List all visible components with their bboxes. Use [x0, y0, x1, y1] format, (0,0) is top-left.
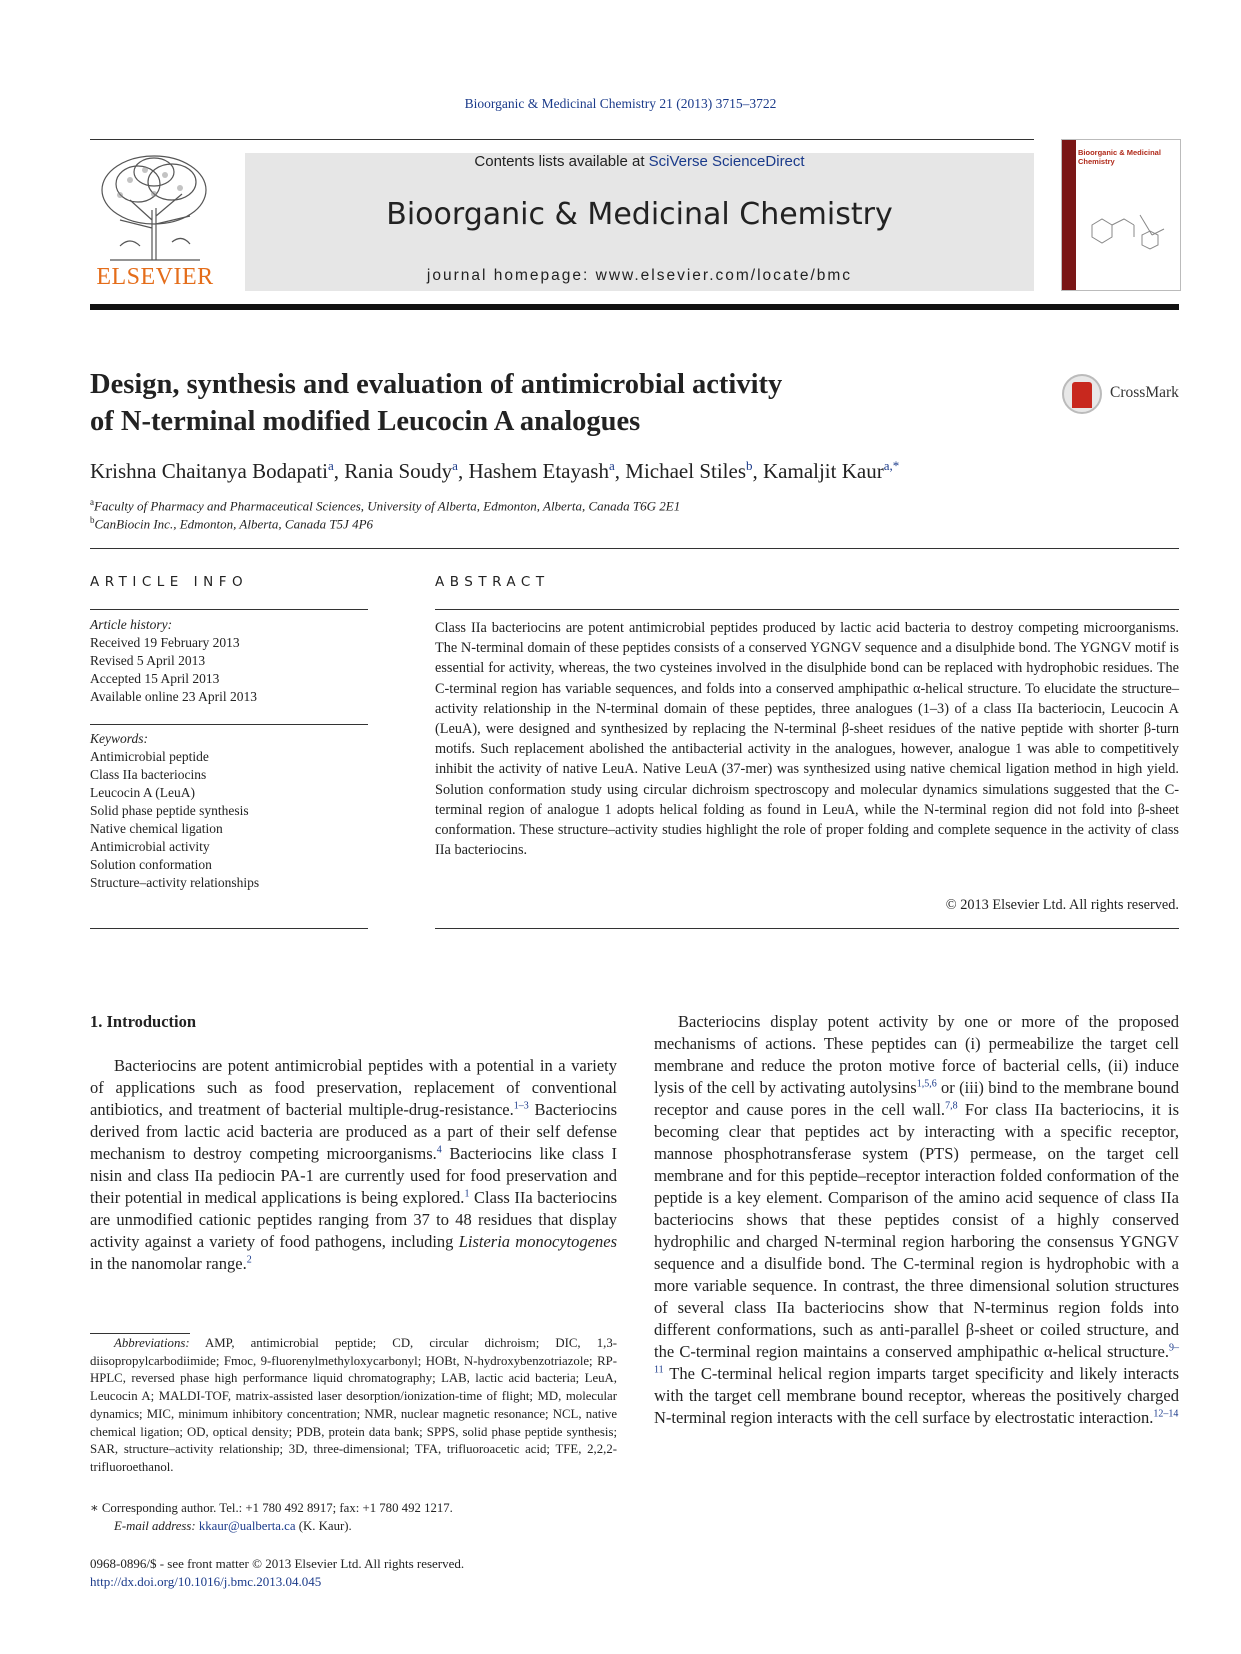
keywords-block	[90, 730, 368, 892]
crossmark-icon	[1062, 374, 1102, 414]
intro-text: or (iii) bind to the membrane bound receptor and cause pores in the cell wall.	[654, 1078, 1179, 1119]
header-thick-rule	[90, 304, 1179, 310]
abbrev-label: Abbreviations:	[114, 1336, 190, 1350]
affil-text: CanBiocin Inc., Edmonton, Alberta, Canada T5J 4P6	[94, 516, 374, 532]
affiliation-a	[90, 497, 1090, 514]
intro-heading: 1. Introduction	[90, 1012, 197, 1031]
elsevier-logo[interactable]	[90, 150, 220, 290]
author-affil-marker[interactable]: a	[327, 458, 334, 473]
cover-title: Bioorganic & Medicinal Chemistry	[1078, 148, 1161, 166]
author-affil-marker[interactable]: a	[452, 458, 458, 473]
keyword-item: Structure–activity relationships	[90, 875, 260, 890]
history-label: Article history:	[90, 617, 173, 632]
abstract-rule	[435, 609, 1179, 610]
contents-line	[245, 153, 1034, 171]
abbreviations-footnote	[90, 1335, 617, 1477]
intro-text: Bacteriocins are potent antimicrobial peptides with a potential in a variety of applications such as food preservation, replacement of conventional antibiotics, and treatment of bacterial multiple-drug-resistance.	[90, 1056, 617, 1119]
intro-text: Bacteriocins derived from lactic acid bacteria are produced as a part of their self defense mechanism to destroy competing microorganisms.	[90, 1100, 617, 1163]
affiliation-rule	[90, 548, 1179, 549]
intro-right-column	[654, 1011, 1179, 1429]
author-name[interactable]: Rania Soudy	[344, 459, 453, 483]
journal-banner	[245, 153, 1034, 291]
sciencedirect-link[interactable]: SciVerse ScienceDirect	[648, 153, 805, 170]
author-name[interactable]: Michael Stiles	[625, 459, 746, 483]
ref-link[interactable]: 1	[464, 1188, 470, 1200]
author-list	[90, 458, 1190, 484]
author-separator: ,	[333, 459, 345, 483]
ref-link[interactable]: 9–11	[654, 1342, 1179, 1376]
journal-name: Bioorganic & Medicinal Chemistry	[386, 197, 893, 232]
intro-text: Bacteriocins display potent activity by one or more of the proposed mechanisms of actions. These peptides can (i) permeabilize the target cell membrane and reduce the proton motive force of bacterial cells, (ii) induce lysis of the cell by activating autolysins	[654, 1012, 1179, 1097]
crossmark-label: CrossMark	[1110, 384, 1179, 401]
email-link[interactable]: kkaur@ualberta.ca	[198, 1519, 296, 1533]
cover-spine	[1062, 140, 1076, 290]
email-label: E-mail address:	[114, 1519, 199, 1533]
intro-text: in the nanomolar range.	[90, 1254, 247, 1273]
keyword-item: Native chemical ligation	[90, 821, 223, 836]
email-suffix: (K. Kaur).	[295, 1519, 352, 1533]
abstract-bottom-rule	[435, 928, 1179, 929]
footnote-rule	[90, 1333, 190, 1334]
elsevier-tree-icon	[90, 150, 220, 262]
article-info-heading: ARTICLE INFO	[90, 574, 249, 590]
ref-link[interactable]: 7,8	[945, 1100, 958, 1112]
issn-line: 0968-0896/$ - see front matter © 2013 Elsevier Ltd. All rights reserved.	[90, 1556, 465, 1571]
history-rule	[90, 724, 368, 725]
keyword-item: Class IIa bacteriocins	[90, 767, 207, 782]
history-item: Revised 5 April 2013	[90, 653, 206, 668]
affiliation-b	[90, 515, 1090, 532]
contents-prefix: Contents lists available at	[474, 153, 649, 170]
abstract-copyright: © 2013 Elsevier Ltd. All rights reserved.	[945, 897, 1179, 913]
corresponding-author-footnote: ∗ Corresponding author. Tel.: +1 780 492 8917; fax: +1 780 492 1217.	[90, 1501, 453, 1515]
ref-link[interactable]: 4	[436, 1144, 442, 1156]
article-title	[90, 366, 970, 440]
crossmark-badge[interactable]	[1062, 374, 1192, 418]
author-name[interactable]: Kamaljit Kaur	[763, 459, 884, 483]
affil-text: Faculty of Pharmacy and Pharmaceutical Sciences, University of Alberta, Edmonton, Alberta, Canada T6G 2E1	[94, 498, 681, 514]
history-item: Available online 23 April 2013	[90, 689, 257, 704]
elsevier-wordmark: ELSEVIER	[96, 264, 214, 290]
title-line-2: of N-terminal modified Leucocin A analogues	[90, 406, 641, 437]
intro-species: Listeria monocytogenes	[458, 1232, 617, 1251]
author-affil-marker[interactable]: a,*	[883, 458, 900, 473]
cover-molecule-icon	[1082, 195, 1172, 265]
author-separator: ,	[752, 459, 763, 483]
abstract-heading: ABSTRACT	[435, 574, 550, 590]
intro-text: Class IIa bacteriocins are unmodified cationic peptides ranging from 37 to 48 residues that display activity against a variety of food pathogens, including	[90, 1188, 617, 1251]
journal-homepage[interactable]: journal homepage: www.elsevier.com/locate/bmc	[426, 267, 853, 284]
ref-link[interactable]: 12–14	[1153, 1408, 1179, 1420]
email-footnote	[90, 1518, 641, 1536]
abstract-text: Class IIa bacteriocins are potent antimicrobial peptides produced by lactic acid bacteria to destroy competing microorganisms. The N-terminal domain of these peptides consists of a conserved YGNGV sequence and a disulphide bond. The YGNGV motif is essential for activity, whereas, the two cysteines involved in the disulphide bond can be replaced with hydrophobic residues. The C-terminal region has variable sequences, and folds into a conserved amphipathic α-helical structure. To elucidate the structure–activity relationship in the N-terminal domain of these peptides, three analogues (1–3) of a class IIa bacteriocin, Leucocin A (LeuA), were designed and synthesized by replacing the N-terminal β-sheet residues of the native peptide with shorter β-turn motifs. Such replacement abolished the antibacterial activity in the analogues, however, analogue 1 was able to competitively inhibit the activity of native LeuA. Native LeuA (37-mer) was synthesized using native chemical ligation method in high yield. Solution conformation study using circular dichroism spectroscopy and molecular dynamics simulations suggested that the C-terminal region of analogue 1 adopts helical folding as found in LeuA, while the N-terminal region did not fold into β-sheet conformation. These structure–activity studies highlight the role of proper folding and complete sequence in the activity of class IIa bacteriocins.	[435, 620, 1179, 859]
author-affil-marker[interactable]: b	[746, 458, 753, 473]
intro-text: For class IIa bacteriocins, it is becoming clear that peptides act by interacting with a specific receptor, mannose phosphotransferase system (PTS) permease, on the target cell membrane and for this peptide–receptor interaction folded conformation of the peptide is a key element. Comparison of the amino acid sequence of class IIa bacteriocins shows that these peptides consist of a highly conserved hydrophilic and charged N-terminal region harboring the consensus YGNGV sequence and a disulfide bond. The C-terminal region is hydrophobic with a more variable sequence. In contrast, the three dimensional solution structures of several class IIa bacteriocins show that N-terminus region folds into different conformations, such as anti-parallel β-sheet or coiled structure, and the C-terminal region maintains a conserved amphipathic α-helical structure.	[654, 1100, 1179, 1361]
article-history	[90, 616, 368, 706]
journal-citation[interactable]: Bioorganic & Medicinal Chemistry 21 (2013) 3715–3722	[464, 96, 777, 111]
keyword-item: Antimicrobial peptide	[90, 749, 209, 764]
author-affil-marker[interactable]: a	[608, 458, 615, 473]
intro-left-column	[90, 1055, 617, 1275]
keyword-item: Leucocin A (LeuA)	[90, 785, 195, 800]
intro-text: Bacteriocins like class I nisin and class IIa pediocin PA-1 are currently used for food preservation and their potential in medical applications is being explored.	[90, 1144, 617, 1207]
ref-link[interactable]: 1–3	[513, 1100, 529, 1112]
ref-link[interactable]: 2	[246, 1254, 252, 1266]
issn-block	[90, 1555, 690, 1591]
keyword-item: Solid phase peptide synthesis	[90, 803, 249, 818]
abbrev-text: AMP, antimicrobial peptide; CD, circular dichroism; DIC, 1,3-diisopropylcarbodiimide; Fmoc, 9-fluorenylmethyloxycarbonyl; HOBt, N-hydroxybenzotriazole; RP-HPLC, reversed phase high performance liquid chromatography; LAB, lactic acid bacteria; LeuA, Leucocin A; MALDI-TOF, matrix-assisted laser desorption/ionization-time of flight; MD, molecular dynamics; MIC, minimum inhibitory concentration; NMR, nuclear magnetic resonance; NCL, native chemical ligation; OD, optical density; PDB, protein data bank; SPPS, solid phase peptide synthesis; SAR, structure–activity relationship; 3D, three-dimensional; TFA, trifluoroacetic acid; TFE, 2,2,2-trifluoroethanol.	[90, 1336, 617, 1474]
title-line-1: Design, synthesis and evaluation of antimicrobial activity	[90, 369, 783, 400]
keyword-item: Antimicrobial activity	[90, 839, 210, 854]
history-item: Received 19 February 2013	[90, 635, 240, 650]
journal-cover-thumbnail[interactable]	[1061, 139, 1181, 291]
affil-marker: a	[90, 497, 94, 507]
doi-link[interactable]: http://dx.doi.org/10.1016/j.bmc.2013.04.045	[90, 1574, 322, 1589]
intro-text: The C-terminal helical region imparts target specificity and likely interacts with the target cell membrane bound receptor, whereas the positively charged N-terminal region interacts with the cell surface by electrostatic interaction.	[654, 1364, 1179, 1427]
author-name[interactable]: Hashem Etayash	[468, 459, 609, 483]
affil-marker: b	[90, 515, 95, 525]
history-item: Accepted 15 April 2013	[90, 671, 220, 686]
author-separator: ,	[457, 459, 469, 483]
keywords-rule	[90, 928, 368, 929]
ref-link[interactable]: 1,5,6	[916, 1078, 937, 1090]
author-separator: ,	[614, 459, 626, 483]
crossmark-bookmark-icon	[1072, 382, 1092, 408]
keywords-label: Keywords:	[90, 731, 148, 746]
header-rule	[90, 139, 1034, 140]
keyword-item: Solution conformation	[90, 857, 212, 872]
article-info-rule	[90, 609, 368, 610]
author-name[interactable]: Krishna Chaitanya Bodapati	[90, 459, 328, 483]
